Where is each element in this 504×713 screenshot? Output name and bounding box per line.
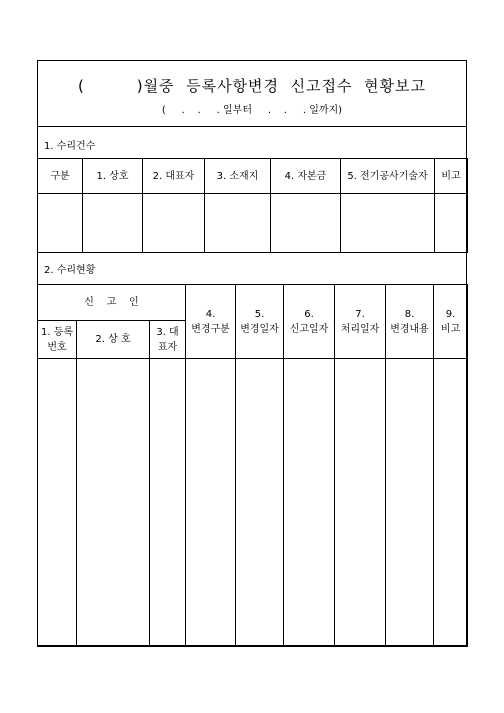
cell-trade-name[interactable] <box>77 359 150 647</box>
header-num: 6. <box>304 308 314 320</box>
cell-capital[interactable] <box>271 194 341 253</box>
cell-representative[interactable] <box>143 194 205 253</box>
header-text: 신고일자 <box>289 323 329 335</box>
title-block <box>38 61 466 127</box>
cell-rep-name[interactable] <box>150 359 186 647</box>
header-num: 4. <box>205 308 216 320</box>
col-change-content <box>386 285 434 359</box>
col-technician: 5. 전기공사기술자 <box>341 159 435 194</box>
header-num: 9. <box>445 308 456 320</box>
col-report-date <box>284 285 335 359</box>
col-reg-number: 1. 등록 번호 <box>38 321 77 359</box>
col-capital: 4. 자본금 <box>271 159 341 194</box>
section1-label: 1. 수리건수 <box>44 141 96 152</box>
cell-company-name[interactable] <box>83 194 143 253</box>
section1-header-row <box>38 159 468 194</box>
section2-data-row <box>38 359 468 647</box>
col-representative: 2. 대표자 <box>143 159 205 194</box>
cell-location[interactable] <box>205 194 271 253</box>
section2-header-row1 <box>38 285 468 321</box>
section1-table <box>37 158 468 253</box>
cell-change-date[interactable] <box>236 359 284 647</box>
col-trade-name: 2. 상 호 <box>77 321 150 359</box>
cell-reg-number[interactable] <box>38 359 77 647</box>
section2-label: 2. 수리현황 <box>44 265 96 276</box>
col-remarks: 비고 <box>435 159 468 194</box>
cell-process-date[interactable] <box>335 359 386 647</box>
header-text: 변경구분 <box>191 323 230 335</box>
header-num: 7. <box>355 308 365 320</box>
col-remarks2 <box>434 285 468 359</box>
cell-remarks2[interactable] <box>434 359 468 647</box>
cell-category[interactable] <box>38 194 83 253</box>
col-process-date <box>335 285 386 359</box>
cell-change-type[interactable] <box>186 359 236 647</box>
cell-report-date[interactable] <box>284 359 335 647</box>
section1-data-row <box>38 194 468 253</box>
header-text: 처리일자 <box>340 323 380 335</box>
col-category: 구분 <box>38 159 83 194</box>
cell-change-content[interactable] <box>386 359 434 647</box>
date-range: ( . . . 일부터 . . . 일까지) <box>161 105 343 116</box>
header-text: 변경일자 <box>240 323 279 335</box>
col-change-date <box>236 285 284 359</box>
col-location: 3. 소재지 <box>205 159 271 194</box>
cell-technician[interactable] <box>341 194 435 253</box>
col-change-type <box>186 285 236 359</box>
form-title: ( )월중 등록사항변경 신고접수 현황보고 <box>77 77 427 95</box>
report-form <box>37 60 467 646</box>
header-text: 비고 <box>440 323 461 335</box>
col-company-name: 1. 상호 <box>83 159 143 194</box>
header-num: 5. <box>254 308 265 320</box>
cell-remarks[interactable] <box>435 194 468 253</box>
col-rep-name: 3. 대표자 <box>150 321 186 359</box>
section2-table <box>37 284 468 647</box>
header-num: 8. <box>404 308 415 320</box>
reporter-group-header: 신 고 인 <box>38 285 186 321</box>
header-text: 변경내용 <box>390 323 429 335</box>
